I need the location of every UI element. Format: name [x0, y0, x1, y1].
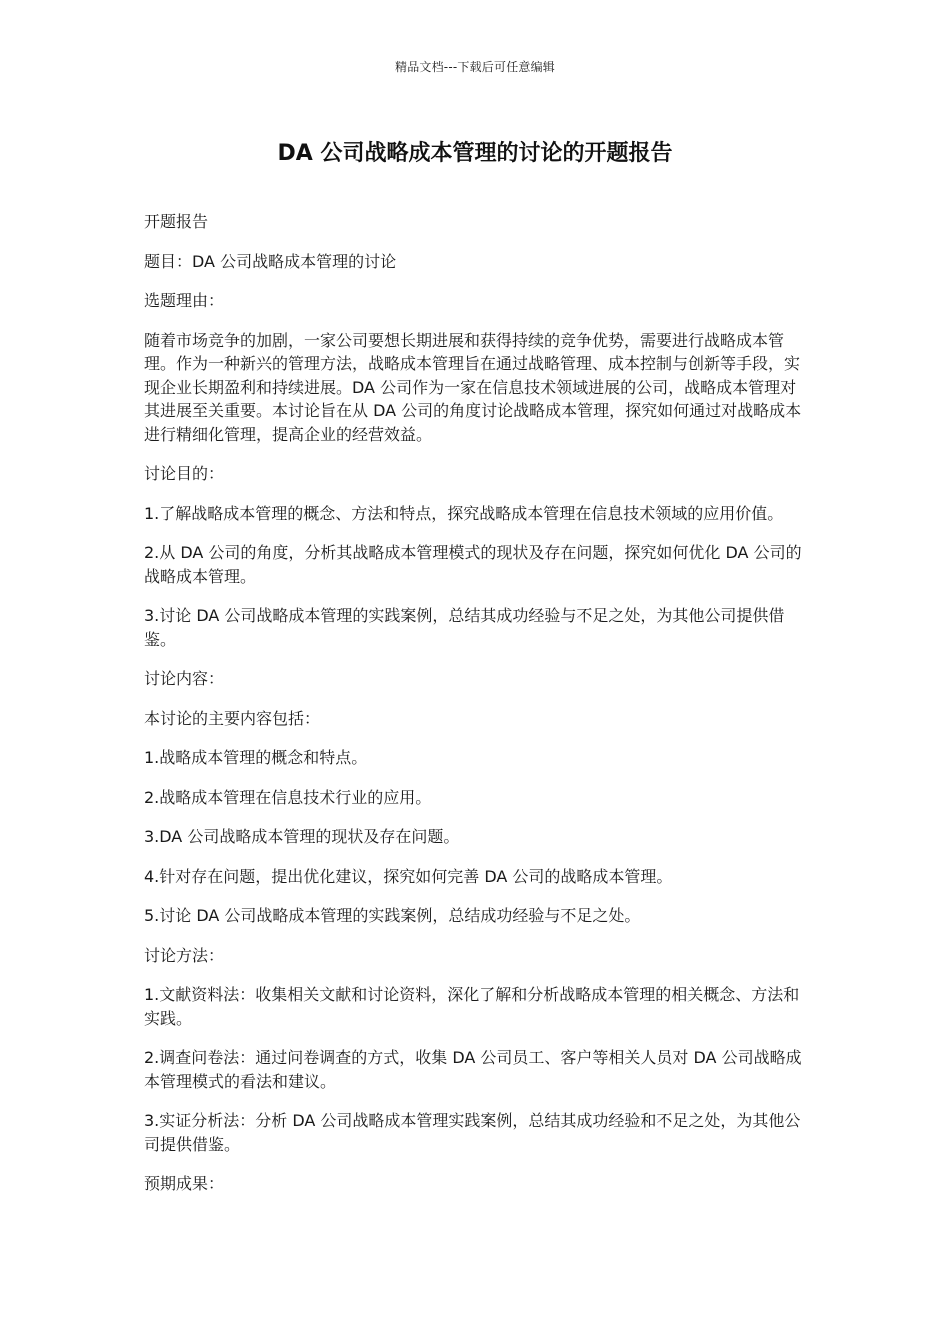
paragraph-2: 题目：DA 公司战略成本管理的讨论: [144, 251, 397, 271]
paragraph-4: 随着市场竞争的加剧，一家公司要想长期进展和获得持续的竞争优势，需要进行战略成本管理。作为一种新兴的管理方法，战略成本管理旨在通过战略管理、成本控制与创新等手段，实现企业长期盈利和持续进展。DA 公司作为一家在信息技术领域进展的公司，战略成本管理对其进展至关重要。本讨论旨在从 DA 公司的角度讨论战略成本管理，探究如何通过对战略成本进行精细化管理，提高企业的经营效益。: [144, 330, 802, 444]
paragraph-6: 1.了解战略成本管理的概念、方法和特点，探究战略成本管理在信息技术领域的应用价值。: [144, 503, 784, 523]
paragraph-3: 选题理由：: [144, 291, 225, 310]
paragraph-19: 3.实证分析法：分析 DA 公司战略成本管理实践案例，总结其成功经验和不足之处，为其他公司提供借鉴。: [144, 1111, 801, 1154]
paragraph-1: 开题报告: [144, 212, 209, 231]
paragraph-11: 1.战略成本管理的概念和特点。: [144, 748, 368, 767]
paragraph-15: 5.讨论 DA 公司战略成本管理的实践案例，总结成功经验与不足之处。: [144, 906, 641, 925]
paragraph-18: 2.调查问卷法：通过问卷调查的方式，收集 DA 公司员工、客户等相关人员对 DA 公司战略成本管理模式的看法和建议。: [144, 1048, 802, 1091]
paragraph-13: 3.DA 公司战略成本管理的现状及存在问题。: [144, 827, 460, 846]
paragraph-7: 2.从 DA 公司的角度，分析其战略成本管理模式的现状及存在问题，探究如何优化 DA 公司的战略成本管理。: [144, 543, 802, 586]
paragraph-8: 3.讨论 DA 公司战略成本管理的实践案例，总结其成功经验与不足之处，为其他公司提供借鉴。: [144, 606, 785, 649]
document-body: [144, 210, 809, 1212]
paragraph-16: 讨论方法：: [144, 945, 225, 965]
header-note: 精品文档---下载后可任意编辑: [395, 60, 555, 74]
document-title: DA 公司战略成本管理的讨论的开题报告: [277, 141, 673, 166]
paragraph-20: 预期成果：: [144, 1174, 225, 1193]
paragraph-9: 讨论内容：: [144, 669, 225, 688]
paragraph-14: 4.针对存在问题，提出优化建议，探究如何完善 DA 公司的战略成本管理。: [144, 866, 673, 886]
paragraph-10: 本讨论的主要内容包括：: [144, 708, 321, 728]
paragraph-12: 2.战略成本管理在信息技术行业的应用。: [144, 787, 432, 807]
paragraph-5: 讨论目的：: [144, 464, 225, 483]
paragraph-17: 1.文献资料法：收集相关文献和讨论资料，深化了解和分析战略成本管理的相关概念、方法和实践。: [144, 985, 800, 1028]
